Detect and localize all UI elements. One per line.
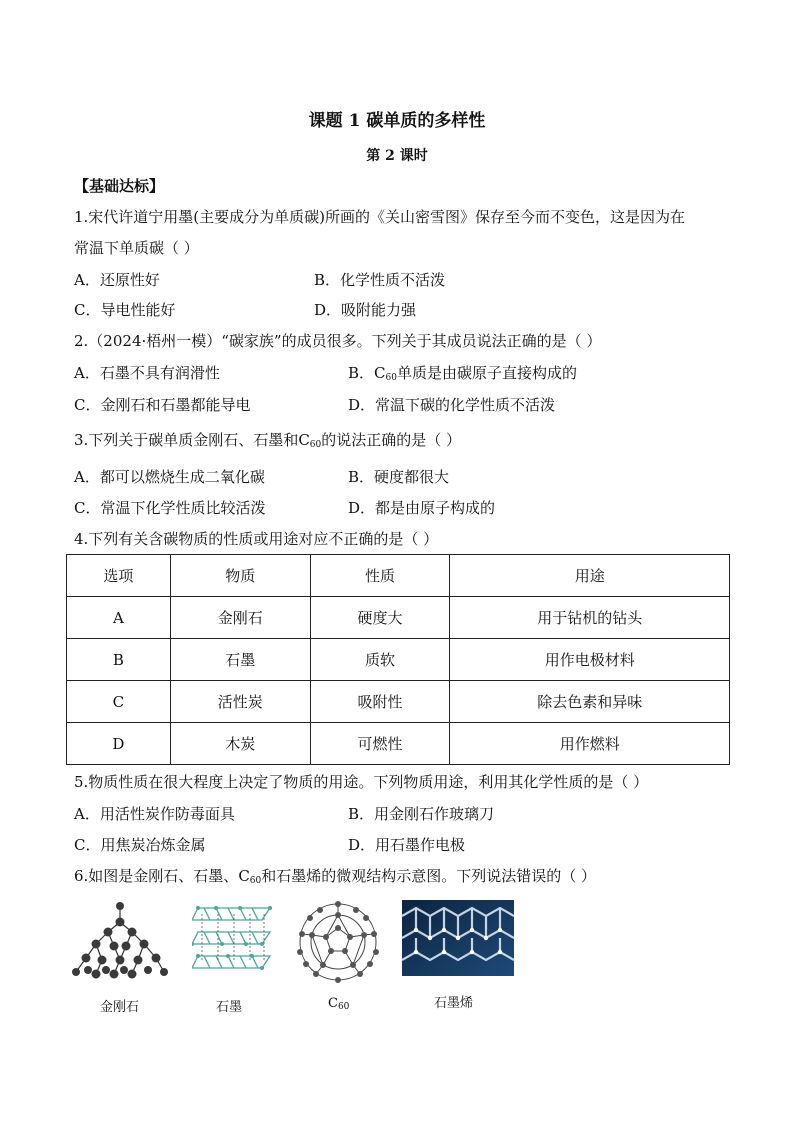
table-cell: B <box>67 639 171 681</box>
c60-structure-image <box>294 900 382 984</box>
q1-stem-line1: 1.宋代许道宁用墨(主要成分为单质碳)所画的《关山密雪图》保存至今而不变色，这是因为在 <box>74 208 686 226</box>
diamond-structure-image <box>68 900 172 984</box>
table-cell: A <box>67 597 171 639</box>
q5-option-a: A．用活性炭作防毒面具 <box>74 805 235 823</box>
graphite-structure-image <box>192 900 276 974</box>
q1-option-a: A．还原性好 <box>74 271 160 289</box>
q2-option-a: A．石墨不具有润滑性 <box>74 364 220 382</box>
q5-option-c: C．用焦炭冶炼金属 <box>74 836 206 854</box>
table-header-row <box>67 555 730 597</box>
table-cell: 硬度大 <box>310 597 450 639</box>
q2-option-d: D．常温下碳的化学性质不活泼 <box>348 396 556 414</box>
table-row <box>67 681 730 723</box>
table-header-cell: 用途 <box>450 555 730 597</box>
q5-option-d: D．用石墨作电极 <box>348 836 466 854</box>
q3-option-a: A．都可以燃烧生成二氧化碳 <box>74 468 265 486</box>
caption-graphene: 石墨烯 <box>434 996 474 1011</box>
page-subtitle: 第 2 课时 <box>366 148 428 164</box>
q4-stem: 4.下列有关含碳物质的性质或用途对应不正确的是（ ） <box>74 530 439 548</box>
q3-stem: 3.下列关于碳单质金刚石、石墨和$C_{60}$的说法正确的是（ ） <box>74 431 462 450</box>
table-cell: 用作燃料 <box>450 723 730 765</box>
q1-option-b: B．化学性质不活泼 <box>314 271 446 289</box>
table-cell: D <box>67 723 171 765</box>
table-cell: 木炭 <box>170 723 310 765</box>
q2-option-c: C．金刚石和石墨都能导电 <box>74 396 251 414</box>
table-header-cell: 性质 <box>310 555 450 597</box>
q5-option-b: B．用金刚石作玻璃刀 <box>348 805 495 823</box>
q5-stem: 5.物质性质在很大程度上决定了物质的用途。下列物质用途，利用其化学性质的是（ ） <box>74 773 649 791</box>
properties-table <box>66 554 730 765</box>
caption-graphite: 石墨 <box>216 1000 243 1015</box>
caption-c60: $C_{60}$ <box>328 996 350 1012</box>
table-header-cell: 选项 <box>67 555 171 597</box>
table-cell: 可燃性 <box>310 723 450 765</box>
q3-option-b: B．硬度都很大 <box>348 468 450 486</box>
table-cell: 除去色素和异味 <box>450 681 730 723</box>
table-cell: 金刚石 <box>170 597 310 639</box>
graphene-structure-image <box>402 900 514 976</box>
table-cell: 用作电极材料 <box>450 639 730 681</box>
section-heading: 【基础达标】 <box>74 177 165 195</box>
q2-option-b: B．$C_{60}$单质是由碳原子直接构成的 <box>348 364 577 383</box>
q1-stem-line2: 常温下单质碳（ ） <box>74 239 199 257</box>
q3-option-d: D．都是由原子构成的 <box>348 499 496 517</box>
table-cell: 用于钻机的钻头 <box>450 597 730 639</box>
carbon-structures-figure <box>68 900 528 1020</box>
table-cell: 石墨 <box>170 639 310 681</box>
q2-stem: 2.（2024·梧州一模）“碳家族”的成员很多。下列关于其成员说法正确的是（ ） <box>74 332 602 350</box>
table-row <box>67 723 730 765</box>
table-row <box>67 597 730 639</box>
q3-option-c: C．常温下化学性质比较活泼 <box>74 499 266 517</box>
table-cell: 活性炭 <box>170 681 310 723</box>
table-cell: C <box>67 681 171 723</box>
table-cell: 质软 <box>310 639 450 681</box>
table-row <box>67 639 730 681</box>
q1-option-c: C．导电性能好 <box>74 301 176 319</box>
caption-diamond: 金刚石 <box>100 1000 140 1015</box>
table-cell: 吸附性 <box>310 681 450 723</box>
q6-stem: 6.如图是金刚石、石墨、$C_{60}$和石墨烯的微观结构示意图。下列说法错误的（ ） <box>74 867 597 886</box>
q1-option-d: D．吸附能力强 <box>314 301 417 319</box>
table-header-cell: 物质 <box>170 555 310 597</box>
page-title: 课题 1 碳单质的多样性 <box>308 111 486 131</box>
